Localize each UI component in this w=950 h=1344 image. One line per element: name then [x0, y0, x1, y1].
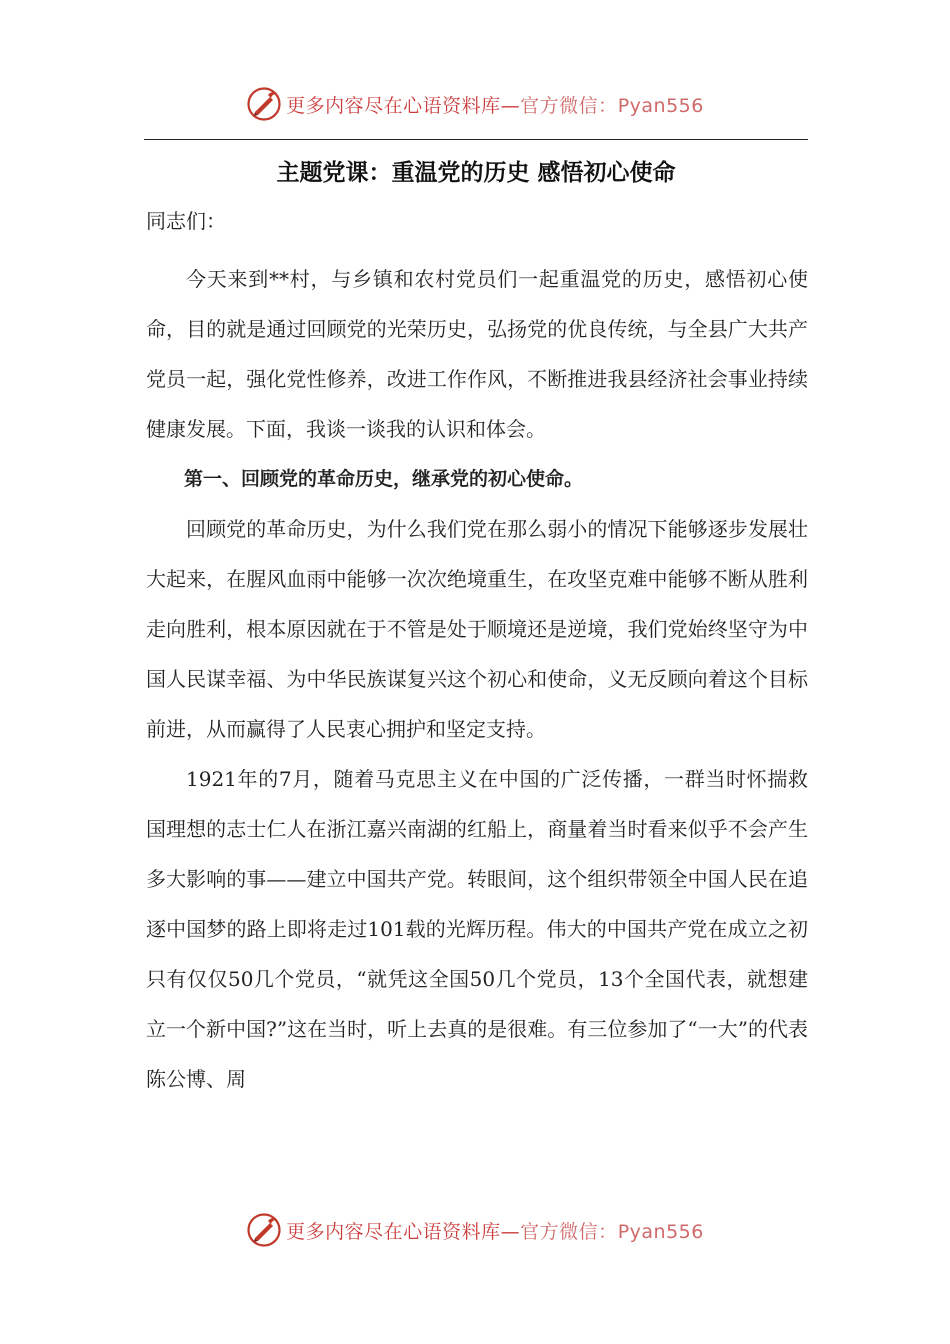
watermark-wechat-label: 官方微信： — [520, 1220, 618, 1243]
salutation: 同志们： — [146, 209, 226, 233]
document-body — [146, 254, 808, 1104]
page-title: 主题党课：重温党的历史 感悟初心使命 — [276, 159, 676, 186]
footer-watermark — [0, 1210, 950, 1250]
watermark-dash: — — [500, 94, 521, 117]
watermark-site-text: 更多内容尽在心语资料库 — [286, 1220, 501, 1243]
header-watermark — [0, 84, 950, 124]
paragraph: 今天来到**村，与乡镇和农村党员们一起重温党的历史，感悟初心使命，目的就是通过回顾党的光荣历史，弘扬党的优良传统，与全县广大共产党员一起，强化党性修养，改进工作作风，不断推进我县经济社会事业持续健康发展。下面，我谈一谈我的认识和体会。 — [146, 267, 808, 441]
watermark-site-text: 更多内容尽在心语资料库 — [286, 94, 501, 117]
paragraph: 1921年的7月，随着马克思主义在中国的广泛传播，一群当时怀揣救国理想的志士仁人在浙江嘉兴南湖的红船上，商量着当时看来似乎不会产生多大影响的事——建立中国共产党。转眼间，这个组织带领全中国人民在追逐中国梦的路上即将走过101载的光辉历程。伟大的中国共产党在成立之初只有仅仅50几个党员，“就凭这全国50几个党员，13个全国代表，就想建立一个新中国?”这在当时，听上去真的是很难。有三位参加了“一大”的代表陈公博、周 — [146, 767, 808, 1091]
watermark-wechat-id: Pyan556 — [617, 94, 704, 117]
paragraph: 回顾党的革命历史，为什么我们党在那么弱小的情况下能够逐步发展壮大起来，在腥风血雨中能够一次次绝境重生，在攻坚克难中能够不断从胜利走向胜利，根本原因就在于不管是处于顺境还是逆境，我们党始终坚守为中国人民谋幸福、为中华民族谋复兴这个初心和使命，义无反顾向着这个目标前进，从而赢得了人民衷心拥护和坚定支持。 — [146, 517, 808, 741]
watermark-dash: — — [500, 1220, 521, 1243]
watermark-text — [286, 1217, 704, 1244]
header-rule — [144, 139, 808, 140]
watermark-wechat-label: 官方微信： — [520, 94, 618, 117]
section-heading: 第一、回顾党的革命历史，继承党的初心使命。 — [184, 468, 584, 490]
watermark-wechat-id: Pyan556 — [617, 1220, 704, 1243]
watermark-text — [286, 91, 704, 118]
pen-logo-icon — [246, 86, 282, 122]
pen-logo-icon — [246, 1212, 282, 1248]
